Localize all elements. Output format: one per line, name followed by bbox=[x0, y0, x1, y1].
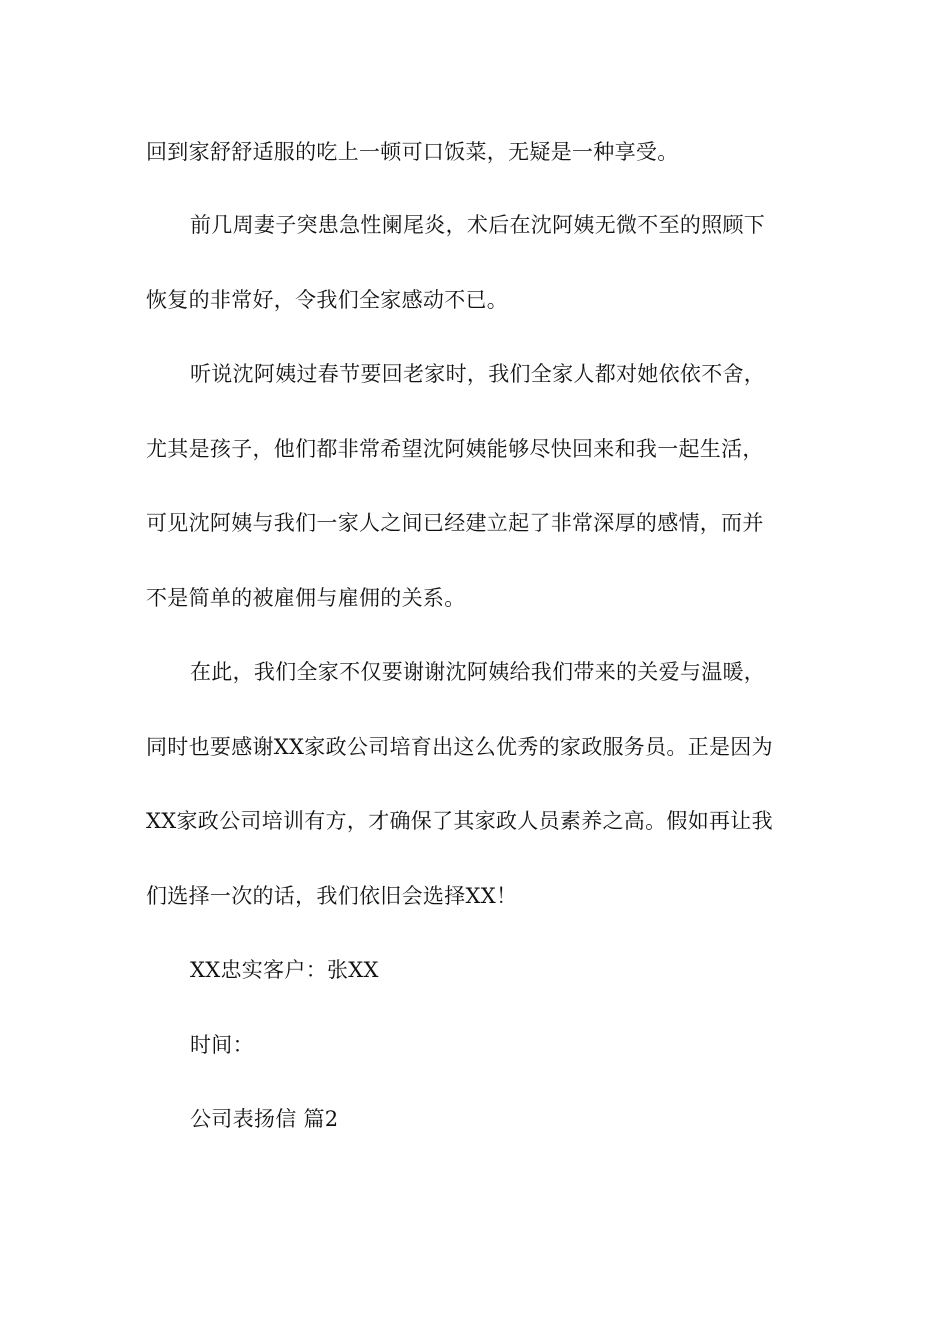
paragraph-line: 同时也要感谢XX家政公司培育出这么优秀的家政服务员。正是因为 bbox=[146, 735, 773, 759]
paragraph-line: 恢复的非常好，令我们全家感动不已。 bbox=[146, 288, 509, 312]
date-label: 时间： bbox=[190, 1033, 254, 1057]
section-heading: 公司表扬信 篇2 bbox=[190, 1107, 339, 1131]
paragraph-line: 回到家舒舒适服的吃上一顿可口饭菜，无疑是一种享受。 bbox=[146, 140, 679, 164]
paragraph-line: 尤其是孩子，他们都非常希望沈阿姨能够尽快回来和我一起生活， bbox=[146, 437, 764, 461]
paragraph-line: 们选择一次的话，我们依旧会选择XX！ bbox=[146, 884, 518, 908]
paragraph-line: 在此，我们全家不仅要谢谢沈阿姨给我们带来的关爱与温暖， bbox=[190, 660, 766, 684]
signature-line: XX忠实客户：张XX bbox=[190, 958, 379, 982]
paragraph-line: 不是简单的被雇佣与雇佣的关系。 bbox=[146, 586, 466, 610]
paragraph-line: 听说沈阿姨过春节要回老家时，我们全家人都对她依依不舍， bbox=[190, 362, 766, 386]
paragraph-line: XX家政公司培训有方，才确保了其家政人员素养之高。假如再让我 bbox=[146, 809, 773, 833]
paragraph-line: 可见沈阿姨与我们一家人之间已经建立起了非常深厚的感情，而并 bbox=[146, 511, 764, 535]
paragraph-line: 前几周妻子突患急性阑尾炎，术后在沈阿姨无微不至的照顾下 bbox=[190, 213, 766, 237]
